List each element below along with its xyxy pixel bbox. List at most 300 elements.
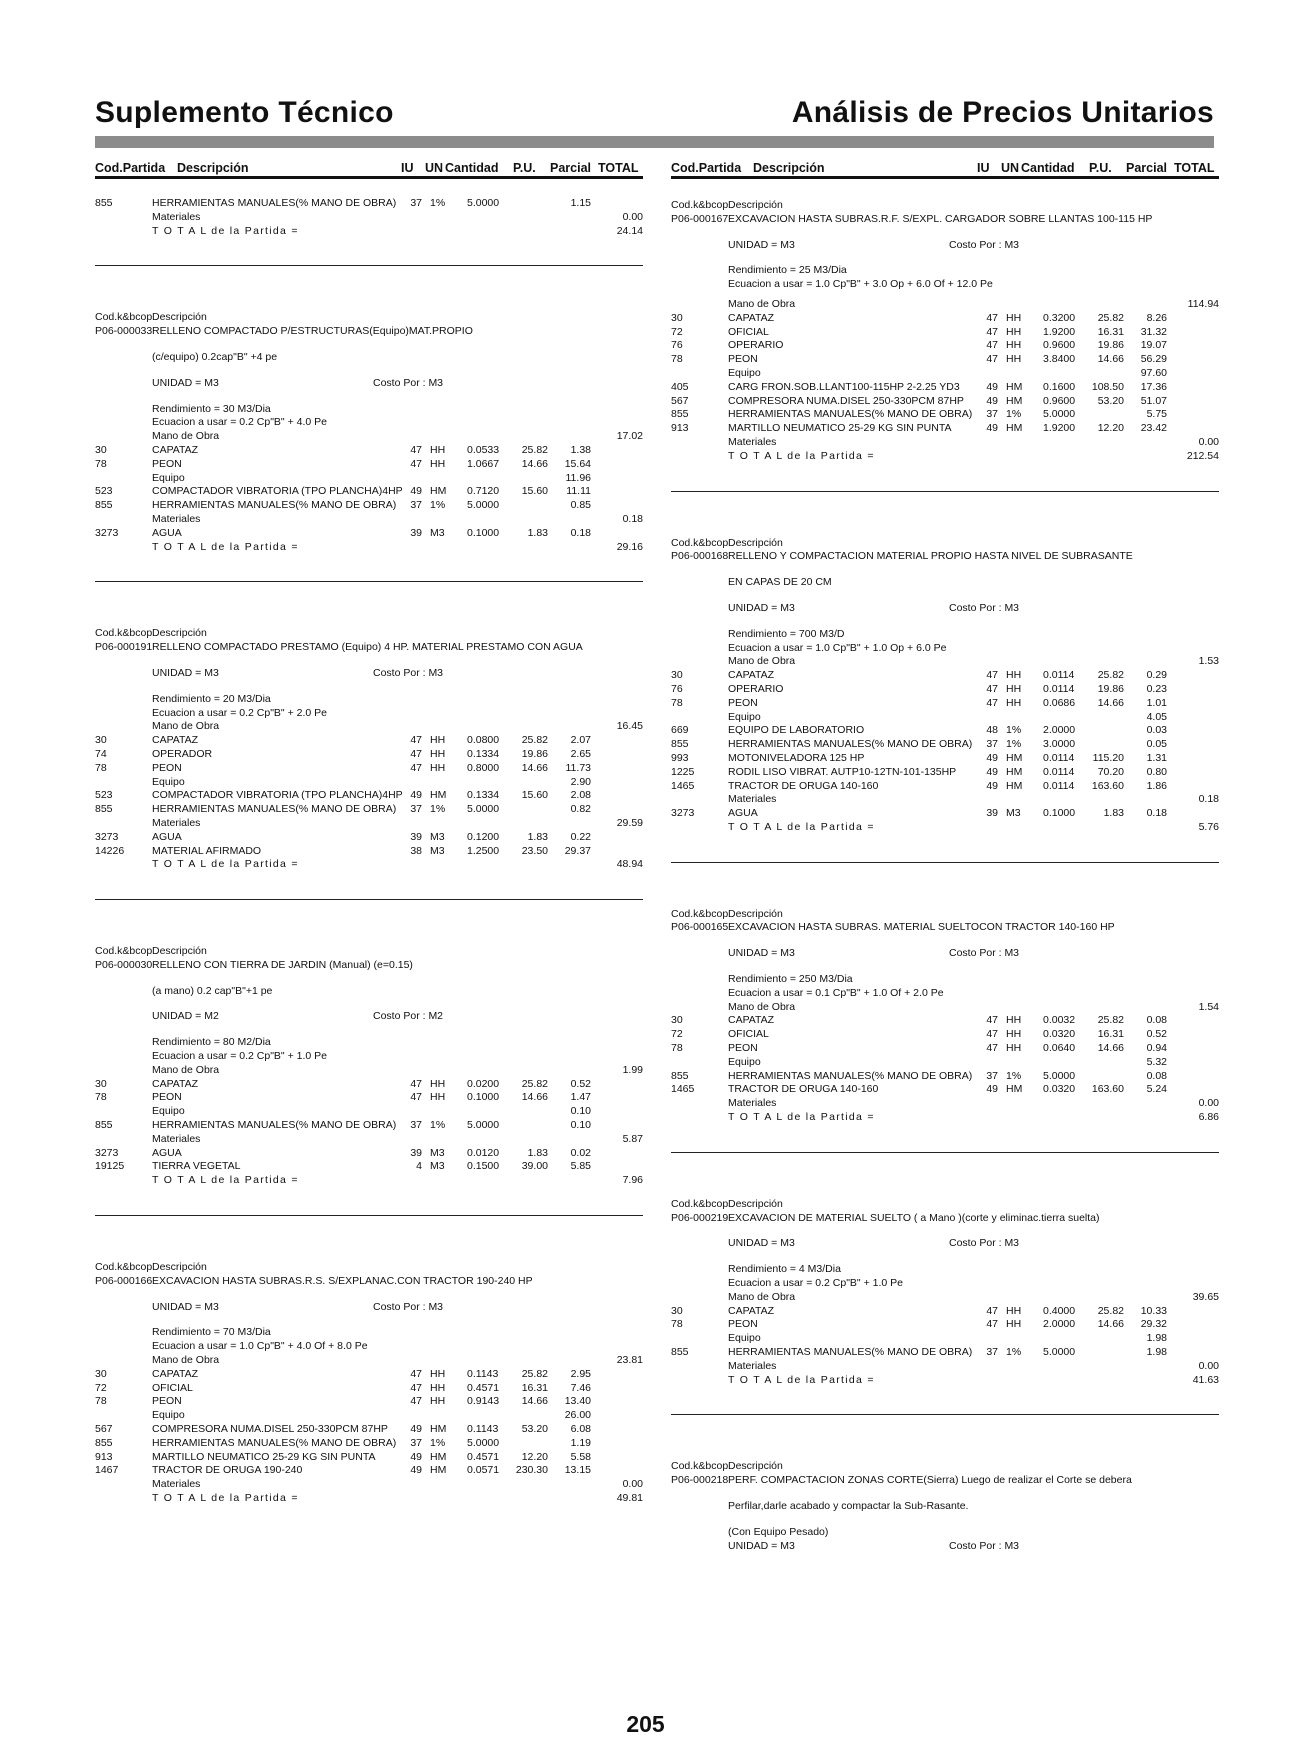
- row-spacer: [95, 655, 643, 667]
- item-description: Descripción: [152, 311, 207, 324]
- item-description: AGUA: [152, 830, 182, 843]
- item-unit-price: 1.83: [527, 1146, 548, 1159]
- item-description: Equipo: [152, 471, 185, 484]
- item-description: HERRAMIENTAS MANUALES(% MANO DE OBRA): [728, 1069, 973, 1082]
- item-description: Mano de Obra: [152, 1354, 220, 1367]
- item-partial: 1.98: [1146, 1346, 1167, 1359]
- info-row: [671, 1500, 1219, 1514]
- unidad-row: [95, 667, 643, 681]
- info-row: [95, 1326, 643, 1340]
- item-description: Rendimiento = 70 M3/Dia: [152, 1326, 271, 1339]
- item-code: 567: [95, 1423, 113, 1436]
- unidad-row: [95, 1010, 643, 1024]
- item-total: 0.00: [622, 1478, 643, 1491]
- item-description: EXCAVACION HASTA SUBRAS. MATERIAL SUELTOCON TRACTOR 140-160 HP: [728, 921, 1115, 934]
- partida-block: [95, 197, 643, 238]
- total-value: 7.96: [622, 1174, 643, 1187]
- unidad-row: [95, 377, 643, 391]
- item-description: RELLENO CON TIERRA DE JARDIN (Manual) (e=0.15): [152, 958, 413, 971]
- partida-block: [671, 1460, 1219, 1553]
- item-description: TRACTOR DE ORUGA 190-240: [152, 1464, 303, 1477]
- item-iu: 47: [410, 1091, 422, 1104]
- item-code: 30: [671, 669, 683, 682]
- info-row: [671, 1526, 1219, 1540]
- info-row: [95, 707, 643, 721]
- total-value: 29.16: [616, 540, 643, 553]
- info-row: [671, 1460, 1219, 1474]
- item-unit-price: 14.66: [521, 761, 548, 774]
- block-separator: [95, 265, 643, 266]
- total-label: T O T A L de la Partida =: [728, 449, 875, 462]
- item-row: [671, 724, 1219, 738]
- item-quantity: 0.0120: [467, 1146, 500, 1159]
- item-description: Materiales: [728, 1359, 777, 1372]
- item-iu: 47: [410, 747, 422, 760]
- item-row: [95, 789, 643, 803]
- info-row: [95, 693, 643, 707]
- item-iu: 47: [986, 353, 998, 366]
- total-label: T O T A L de la Partida =: [728, 1373, 875, 1386]
- item-partial: 2.90: [570, 775, 591, 788]
- item-row: [671, 298, 1219, 312]
- item-partial: 1.98: [1146, 1332, 1167, 1345]
- item-quantity: 1.9200: [1043, 325, 1076, 338]
- item-code: 1225: [671, 765, 695, 778]
- item-description: RELLENO COMPACTADO P/ESTRUCTURAS(Equipo)MAT.PROPIO: [152, 325, 473, 338]
- item-partial: 5.58: [570, 1450, 591, 1463]
- item-description: OPERADOR: [152, 747, 213, 760]
- item-quantity: 0.0320: [1043, 1028, 1076, 1041]
- item-description: Mano de Obra: [728, 1290, 796, 1303]
- info-row: [671, 1474, 1219, 1488]
- item-description: PEON: [152, 761, 182, 774]
- item-partial: 0.05: [1146, 738, 1167, 751]
- item-unit-price: 16.31: [1097, 1028, 1124, 1041]
- info-row: [95, 1275, 643, 1289]
- header-un: UN: [1001, 161, 1020, 175]
- item-row: [671, 1360, 1219, 1374]
- header-code: Cod.Partida: [671, 161, 742, 175]
- total-value: 24.14: [616, 224, 643, 237]
- info-row: [95, 1340, 643, 1354]
- item-iu: 38: [410, 844, 422, 857]
- item-code: 78: [671, 1318, 683, 1331]
- item-description: Ecuacion a usar = 0.2 Cp"B" + 4.0 Pe: [152, 416, 327, 429]
- item-partial: 0.52: [1146, 1028, 1167, 1041]
- info-row: [95, 1050, 643, 1064]
- item-row: [95, 748, 643, 762]
- info-row: [95, 641, 643, 655]
- item-description: Mano de Obra: [152, 720, 220, 733]
- item-iu: 49: [986, 380, 998, 393]
- item-description: Rendimiento = 80 M2/Dia: [152, 1036, 271, 1049]
- item-code: 78: [95, 457, 107, 470]
- total-label: T O T A L de la Partida =: [152, 224, 299, 237]
- item-code: 1465: [671, 779, 695, 792]
- item-description: Descripción: [152, 627, 207, 640]
- info-row: [671, 576, 1219, 590]
- column-body: [671, 199, 1219, 1553]
- item-partial: 5.24: [1146, 1083, 1167, 1096]
- item-unit: HH: [430, 761, 446, 774]
- item-code: 669: [671, 724, 689, 737]
- item-row: [671, 408, 1219, 422]
- header-parcial: Parcial: [1126, 161, 1168, 175]
- item-row: [95, 845, 643, 859]
- item-description: Descripción: [728, 1197, 783, 1210]
- item-description: Equipo: [728, 366, 761, 379]
- unidad-label: UNIDAD = M3: [728, 1237, 795, 1250]
- item-row: [95, 211, 643, 225]
- partida-total-row: [95, 541, 643, 555]
- item-description: MOTONIVELADORA 125 HP: [728, 751, 865, 764]
- item-code: Cod.k&bcop: [671, 907, 729, 920]
- info-row: [671, 1263, 1219, 1277]
- column-right: [671, 155, 1219, 1553]
- item-row: [95, 734, 643, 748]
- item-total: 0.00: [1198, 435, 1219, 448]
- item-iu: 47: [986, 696, 998, 709]
- info-row: [95, 1261, 643, 1275]
- item-description: Mano de Obra: [728, 1000, 796, 1013]
- item-unit-price: 115.20: [1092, 751, 1124, 764]
- partida-total-row: [95, 225, 643, 239]
- item-unit: 1%: [1006, 1346, 1022, 1359]
- item-partial: 26.00: [564, 1409, 591, 1422]
- item-description: PEON: [152, 1091, 182, 1104]
- row-spacer: [95, 391, 643, 403]
- item-quantity: 0.0114: [1043, 682, 1075, 695]
- item-unit-price: 16.31: [1097, 325, 1124, 338]
- item-partial: 11.11: [566, 485, 591, 498]
- item-unit: HM: [430, 789, 447, 802]
- item-partial: 6.08: [570, 1423, 591, 1436]
- item-unit-price: 25.82: [1097, 311, 1124, 324]
- item-unit-price: 15.60: [521, 485, 548, 498]
- item-quantity: 0.4571: [467, 1381, 500, 1394]
- item-description: PERF. COMPACTACION ZONAS CORTE(Sierra) Luego de realizar el Corte se debera: [728, 1474, 1132, 1487]
- item-code: 30: [671, 1014, 683, 1027]
- item-row: [95, 1409, 643, 1423]
- item-partial: 0.02: [570, 1146, 591, 1159]
- item-unit: HH: [430, 1367, 446, 1380]
- item-unit: HM: [430, 1423, 447, 1436]
- item-unit-price: 14.66: [1097, 1318, 1124, 1331]
- item-row: [671, 1305, 1219, 1319]
- item-partial: 51.07: [1140, 394, 1167, 407]
- item-row: [671, 326, 1219, 340]
- item-iu: 47: [410, 734, 422, 747]
- item-row: [671, 367, 1219, 381]
- info-row: [671, 537, 1219, 551]
- row-spacer: [671, 1251, 1219, 1263]
- item-row: [95, 1078, 643, 1092]
- info-row: [95, 351, 643, 365]
- item-quantity: 0.1000: [467, 526, 500, 539]
- item-description: EQUIPO DE LABORATORIO: [728, 724, 865, 737]
- item-partial: 0.03: [1146, 724, 1167, 737]
- item-quantity: 0.8000: [467, 761, 500, 774]
- item-quantity: 0.1334: [467, 789, 500, 802]
- item-row: [671, 353, 1219, 367]
- item-description: MATERIAL AFIRMADO: [152, 844, 262, 857]
- partida-total-row: [95, 858, 643, 872]
- item-unit-price: 16.31: [521, 1381, 548, 1394]
- item-iu: 47: [986, 682, 998, 695]
- item-row: [95, 803, 643, 817]
- item-code: 72: [671, 325, 683, 338]
- info-row: [671, 264, 1219, 278]
- item-row: [671, 422, 1219, 436]
- item-row: [95, 1091, 643, 1105]
- item-description: Ecuacion a usar = 1.0 Cp"B" + 3.0 Op + 6.0 Of + 12.0 Pe: [728, 278, 993, 291]
- item-description: Rendimiento = 700 M3/D: [728, 627, 845, 640]
- item-description: PEON: [152, 1395, 182, 1408]
- item-quantity: 0.0686: [1043, 696, 1076, 709]
- item-unit: HM: [1006, 765, 1023, 778]
- item-unit-price: 39.00: [521, 1160, 548, 1173]
- item-description: Equipo: [728, 1055, 761, 1068]
- item-description: Mano de Obra: [728, 655, 796, 668]
- item-description: OFICIAL: [728, 1028, 769, 1041]
- total-label: T O T A L de la Partida =: [728, 1111, 875, 1124]
- item-iu: 37: [410, 803, 422, 816]
- item-description: PEON: [728, 1318, 758, 1331]
- item-description: (Con Equipo Pesado): [728, 1525, 829, 1538]
- item-description: RELLENO Y COMPACTACION MATERIAL PROPIO HASTA NIVEL DE SUBRASANTE: [728, 550, 1133, 563]
- item-quantity: 0.0640: [1043, 1042, 1076, 1055]
- item-row: [95, 1119, 643, 1133]
- item-unit-price: 14.66: [521, 1395, 548, 1408]
- item-code: P06-000191: [95, 641, 153, 654]
- item-description: CAPATAZ: [152, 1367, 199, 1380]
- item-row: [95, 1147, 643, 1161]
- item-code: 78: [671, 1042, 683, 1055]
- item-description: Rendimiento = 20 M3/Dia: [152, 692, 271, 705]
- item-quantity: 0.0571: [467, 1464, 500, 1477]
- item-code: 1467: [95, 1464, 119, 1477]
- unidad-label: UNIDAD = M3: [152, 376, 219, 389]
- item-iu: 39: [410, 526, 422, 539]
- item-quantity: 0.1600: [1043, 380, 1076, 393]
- item-iu: 47: [410, 1381, 422, 1394]
- item-quantity: 0.9600: [1043, 339, 1076, 352]
- item-quantity: 0.0114: [1043, 669, 1075, 682]
- item-row: [95, 1382, 643, 1396]
- item-row: [671, 807, 1219, 821]
- item-unit-price: 25.82: [1097, 1014, 1124, 1027]
- item-unit: 1%: [1006, 724, 1022, 737]
- item-description: PEON: [728, 353, 758, 366]
- row-spacer: [671, 590, 1219, 602]
- item-row: [95, 197, 643, 211]
- item-unit: HH: [1006, 1014, 1022, 1027]
- total-value: 212.54: [1186, 449, 1219, 462]
- item-row: [671, 1083, 1219, 1097]
- info-row: [671, 199, 1219, 213]
- item-unit: HH: [430, 1077, 446, 1090]
- info-row: [671, 642, 1219, 656]
- item-unit: HM: [1006, 751, 1023, 764]
- item-description: PEON: [728, 1042, 758, 1055]
- item-code: 19125: [95, 1160, 125, 1173]
- item-quantity: 5.0000: [467, 499, 500, 512]
- item-quantity: 2.0000: [1043, 1318, 1076, 1331]
- item-row: [95, 527, 643, 541]
- info-row: [95, 959, 643, 973]
- item-code: 855: [671, 1069, 689, 1082]
- total-value: 6.86: [1198, 1111, 1219, 1124]
- item-code: 855: [671, 738, 689, 751]
- costo-por-label: Costo Por : M2: [373, 1010, 444, 1023]
- item-code: 855: [671, 1346, 689, 1359]
- item-code: P06-000165: [671, 921, 729, 934]
- partida-block: [671, 537, 1219, 835]
- item-code: P06-000218: [671, 1474, 729, 1487]
- item-quantity: 0.9600: [1043, 394, 1076, 407]
- item-code: P06-000033: [95, 325, 153, 338]
- item-row: [671, 1042, 1219, 1056]
- item-code: 74: [95, 747, 107, 760]
- item-partial: 13.40: [564, 1395, 591, 1408]
- block-separator: [671, 1414, 1219, 1415]
- row-spacer: [671, 1488, 1219, 1500]
- block-separator: [671, 862, 1219, 863]
- item-unit: HH: [1006, 1318, 1022, 1331]
- total-label: T O T A L de la Partida =: [728, 820, 875, 833]
- item-code: 30: [95, 734, 107, 747]
- column-body: [95, 197, 643, 1506]
- item-description: Ecuacion a usar = 0.2 Cp"B" + 1.0 Pe: [152, 1050, 327, 1063]
- item-unit-price: 14.66: [521, 457, 548, 470]
- item-total: 39.65: [1192, 1290, 1219, 1303]
- item-row: [671, 1001, 1219, 1015]
- partida-total-row: [671, 821, 1219, 835]
- unidad-label: UNIDAD = M3: [152, 1300, 219, 1313]
- item-row: [95, 1395, 643, 1409]
- item-quantity: 0.1500: [467, 1160, 500, 1173]
- item-code: 3273: [95, 526, 119, 539]
- item-partial: 29.37: [564, 844, 591, 857]
- item-description: OFICIAL: [152, 1381, 193, 1394]
- item-unit-price: 230.30: [515, 1464, 548, 1477]
- item-code: 855: [95, 499, 113, 512]
- item-description: Mano de Obra: [728, 297, 796, 310]
- partida-total-row: [671, 1374, 1219, 1388]
- item-partial: 0.10: [570, 1105, 591, 1118]
- total-value: 48.94: [616, 858, 643, 871]
- item-row: [671, 1318, 1219, 1332]
- item-unit: HH: [1006, 325, 1022, 338]
- header-parcial: Parcial: [550, 161, 592, 175]
- info-row: [671, 1277, 1219, 1291]
- item-iu: 37: [986, 408, 998, 421]
- item-iu: 49: [410, 1423, 422, 1436]
- info-row: [95, 945, 643, 959]
- header-bar: [95, 136, 1214, 148]
- item-unit: M3: [430, 844, 445, 857]
- item-iu: 47: [986, 325, 998, 338]
- item-iu: 49: [986, 394, 998, 407]
- row-spacer: [671, 1514, 1219, 1526]
- item-description: Descripción: [728, 907, 783, 920]
- item-row: [95, 1133, 643, 1147]
- item-code: 913: [95, 1450, 113, 1463]
- item-quantity: 3.8400: [1043, 353, 1076, 366]
- item-row: [671, 1028, 1219, 1042]
- item-quantity: 0.0200: [467, 1077, 500, 1090]
- info-row: [671, 213, 1219, 227]
- item-description: COMPACTADOR VIBRATORIA (TPO PLANCHA)4HP: [152, 789, 403, 802]
- item-description: HERRAMIENTAS MANUALES(% MANO DE OBRA): [152, 1436, 397, 1449]
- total-value: 5.76: [1198, 820, 1219, 833]
- item-iu: 49: [986, 765, 998, 778]
- info-row: [671, 973, 1219, 987]
- item-code: 78: [95, 761, 107, 774]
- item-partial: 0.08: [1146, 1069, 1167, 1082]
- item-unit: HH: [430, 734, 446, 747]
- unidad-row: [671, 602, 1219, 616]
- info-row: [671, 908, 1219, 922]
- costo-por-label: Costo Por : M3: [949, 1237, 1020, 1250]
- item-row: [671, 1332, 1219, 1346]
- item-description: Ecuacion a usar = 0.2 Cp"B" + 2.0 Pe: [152, 706, 327, 719]
- item-row: [671, 683, 1219, 697]
- item-code: 30: [671, 311, 683, 324]
- item-unit: HH: [1006, 353, 1022, 366]
- item-unit: M3: [430, 1146, 445, 1159]
- unidad-label: UNIDAD = M3: [728, 238, 795, 251]
- item-unit: HM: [1006, 422, 1023, 435]
- item-unit: HH: [1006, 669, 1022, 682]
- block-separator: [95, 1215, 643, 1216]
- item-unit: HH: [1006, 1042, 1022, 1055]
- item-description: Ecuacion a usar = 1.0 Cp"B" + 4.0 Of + 8.0 Pe: [152, 1340, 368, 1353]
- item-description: EXCAVACION DE MATERIAL SUELTO ( a Mano )(corte y eliminac.tierra suelta): [728, 1211, 1100, 1224]
- item-partial: 8.26: [1146, 311, 1167, 324]
- item-iu: 47: [410, 443, 422, 456]
- item-iu: 47: [986, 339, 998, 352]
- item-description: Materiales: [152, 1478, 201, 1491]
- item-quantity: 5.0000: [467, 1436, 500, 1449]
- item-description: CAPATAZ: [728, 311, 775, 324]
- item-quantity: 0.1143: [467, 1367, 499, 1380]
- item-description: CAPATAZ: [728, 1304, 775, 1317]
- header-total: TOTAL: [1174, 161, 1215, 175]
- item-unit-price: 14.66: [1097, 696, 1124, 709]
- item-unit: M3: [430, 830, 445, 843]
- item-row: [95, 485, 643, 499]
- item-unit-price: 1.83: [527, 830, 548, 843]
- item-iu: 47: [986, 1304, 998, 1317]
- item-partial: 11.96: [565, 471, 591, 484]
- item-partial: 0.18: [570, 526, 591, 539]
- item-unit: HH: [1006, 339, 1022, 352]
- info-row: [671, 1212, 1219, 1226]
- item-code: 855: [95, 1119, 113, 1132]
- item-total: 1.99: [622, 1063, 643, 1076]
- item-description: Descripción: [728, 199, 783, 211]
- item-unit-price: 19.86: [1097, 682, 1124, 695]
- unidad-row: [671, 1540, 1219, 1554]
- item-unit-price: 25.82: [1097, 669, 1124, 682]
- item-partial: 4.05: [1146, 710, 1167, 723]
- item-code: 913: [671, 422, 689, 435]
- item-iu: 49: [410, 789, 422, 802]
- item-iu: 37: [410, 197, 422, 209]
- item-iu: 47: [986, 669, 998, 682]
- item-row: [671, 738, 1219, 752]
